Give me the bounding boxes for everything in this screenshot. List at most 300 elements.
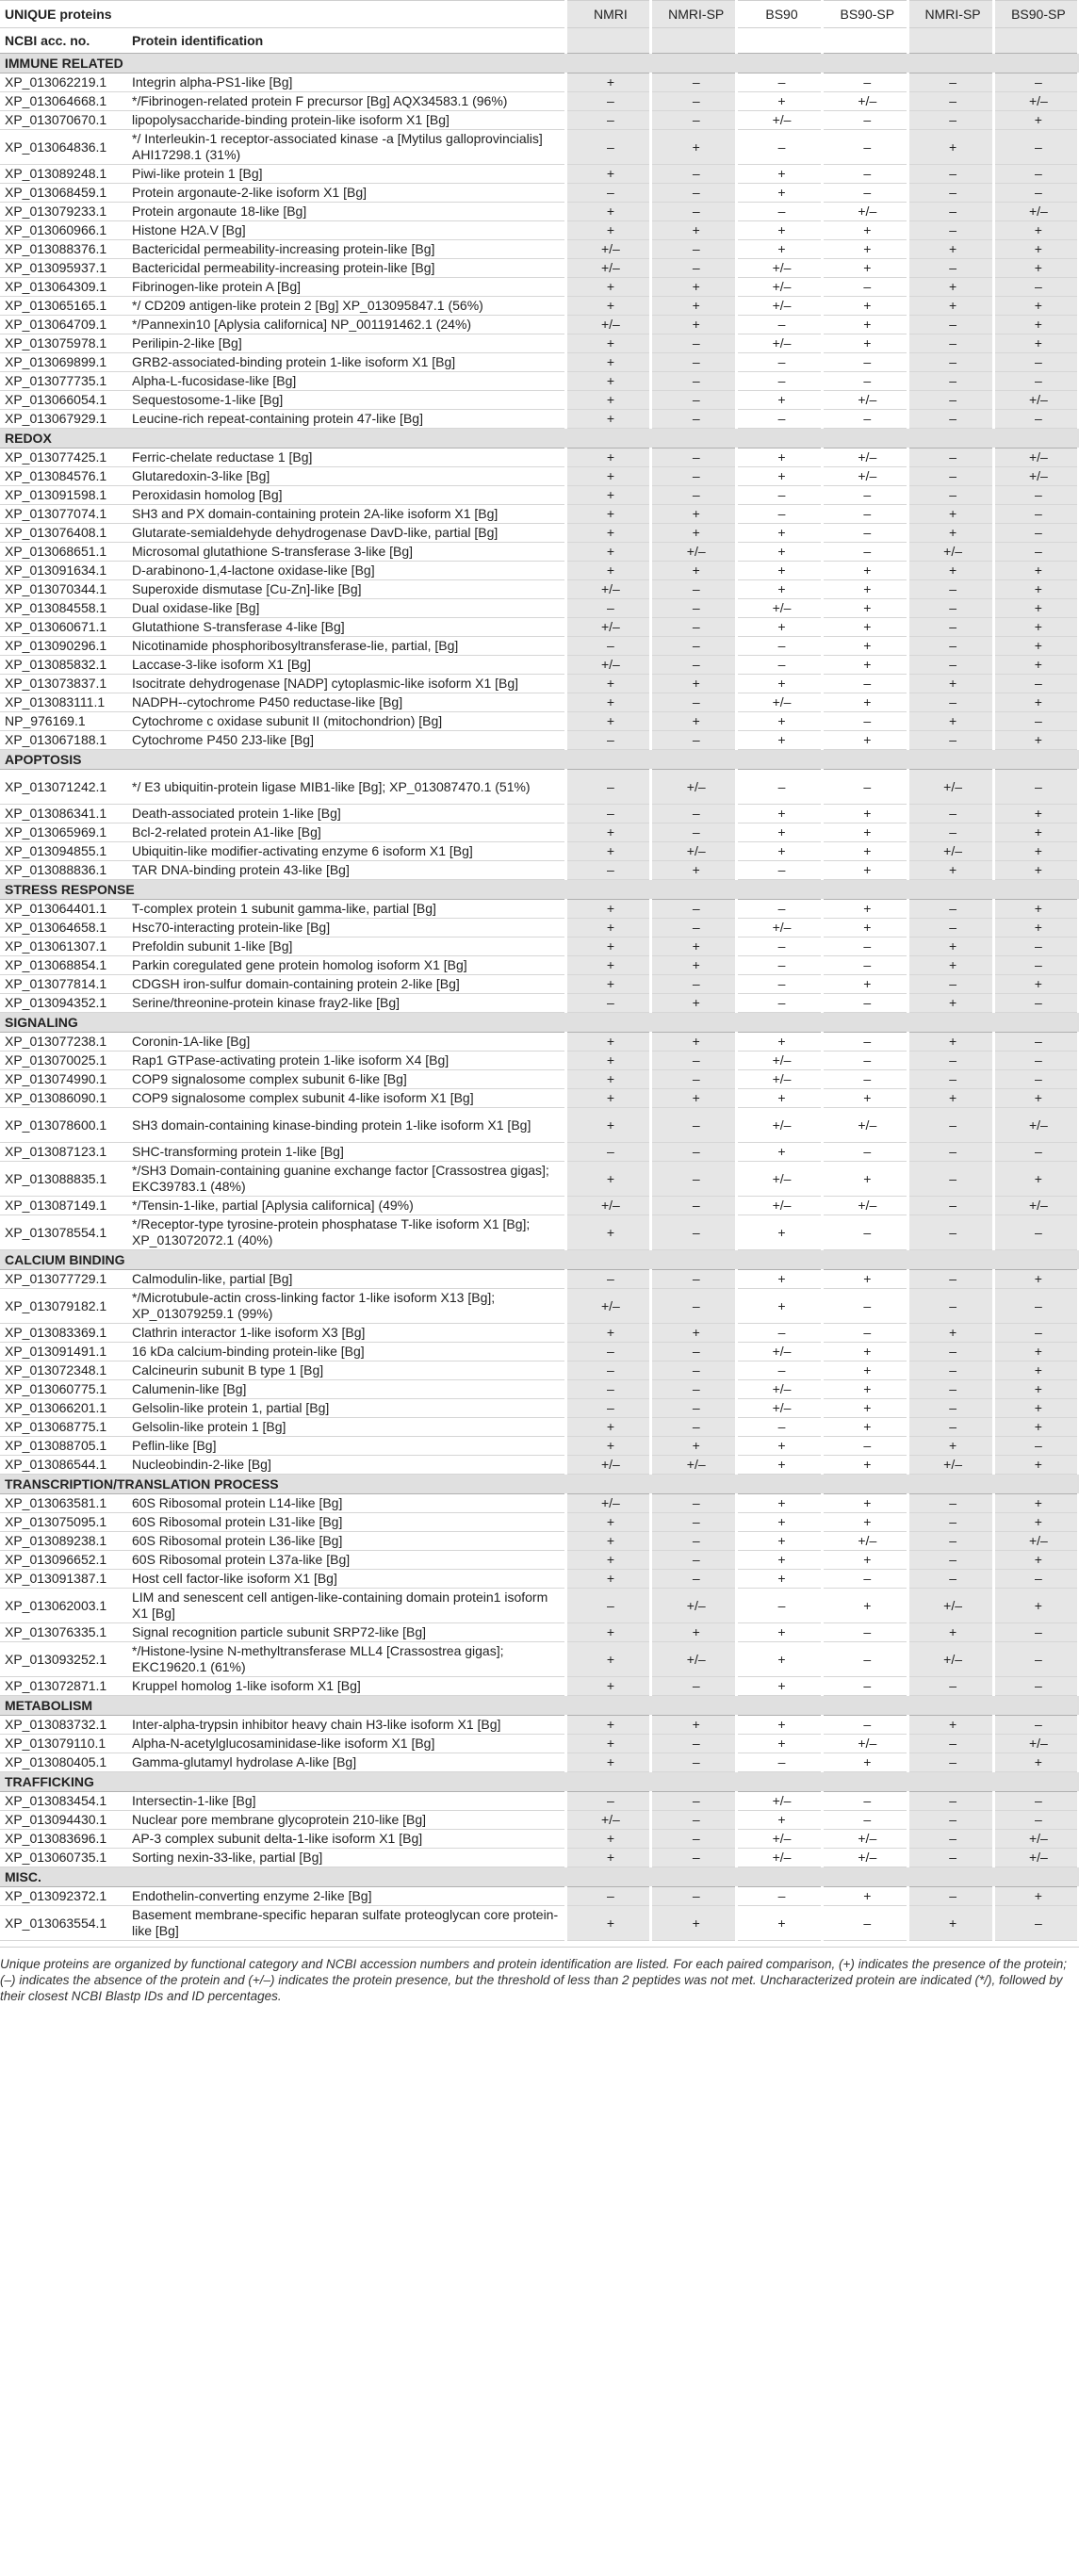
presence-cell: – (907, 805, 993, 823)
presence-cell: + (822, 842, 907, 861)
accession-cell: XP_013068775.1 (0, 1418, 127, 1437)
table-row (0, 221, 1079, 240)
table-row (0, 1716, 1079, 1735)
accession-cell: XP_013060775.1 (0, 1380, 127, 1399)
presence-cell: + (565, 543, 651, 562)
presence-cell: – (565, 637, 651, 656)
table-row (0, 1570, 1079, 1589)
presence-cell: + (565, 1437, 651, 1456)
presence-cell: – (993, 1792, 1079, 1811)
presence-cell: – (737, 410, 823, 429)
presence-cell: + (651, 130, 737, 165)
presence-cell: – (565, 1792, 651, 1811)
protein-id-cell: 60S Ribosomal protein L14-like [Bg] (127, 1494, 565, 1513)
presence-cell: – (822, 994, 907, 1013)
presence-cell: – (651, 1753, 737, 1772)
protein-id-cell: */SH3 Domain-containing guanine exchange factor [Crassostrea gigas]; EKC39783.1 (48%) (127, 1162, 565, 1197)
presence-cell: +/– (737, 297, 823, 316)
table-row (0, 278, 1079, 297)
protein-id-cell: CDGSH iron-sulfur domain-containing protein 2-like [Bg] (127, 975, 565, 994)
table-row (0, 1906, 1079, 1941)
presence-cell: + (565, 1108, 651, 1143)
presence-cell: + (993, 1589, 1079, 1623)
presence-cell: – (907, 618, 993, 637)
presence-cell: + (907, 130, 993, 165)
presence-cell: + (737, 165, 823, 184)
presence-cell: – (822, 486, 907, 505)
presence-cell: + (651, 1437, 737, 1456)
presence-cell: + (993, 259, 1079, 278)
presence-cell: – (993, 1289, 1079, 1324)
presence-cell: – (822, 130, 907, 165)
accession-cell: XP_013090296.1 (0, 637, 127, 656)
presence-cell: + (737, 1143, 823, 1162)
presence-cell: + (737, 731, 823, 750)
accession-cell: XP_013068854.1 (0, 956, 127, 975)
presence-cell: – (651, 1361, 737, 1380)
presence-cell: +/– (565, 240, 651, 259)
presence-cell: + (822, 599, 907, 618)
presence-cell: – (737, 975, 823, 994)
presence-cell: + (993, 1551, 1079, 1570)
table-row (0, 1849, 1079, 1867)
table-row (0, 297, 1079, 316)
accession-cell: XP_013063554.1 (0, 1906, 127, 1941)
protein-id-cell: Parkin coregulated gene protein homolog isoform X1 [Bg] (127, 956, 565, 975)
presence-cell: – (907, 203, 993, 221)
presence-cell: +/– (822, 1735, 907, 1753)
presence-cell: +/– (737, 693, 823, 712)
presence-cell: – (651, 1849, 737, 1867)
accession-cell: XP_013086090.1 (0, 1089, 127, 1108)
presence-cell: – (907, 919, 993, 937)
accession-cell: XP_013083732.1 (0, 1716, 127, 1735)
table-row (0, 1380, 1079, 1399)
table-row (0, 353, 1079, 372)
presence-cell: + (993, 580, 1079, 599)
presence-cell: – (907, 467, 993, 486)
presence-cell: – (651, 1108, 737, 1143)
presence-cell: – (565, 1380, 651, 1399)
presence-cell: + (993, 1418, 1079, 1437)
category-row (0, 1013, 1079, 1033)
presence-cell: + (822, 1089, 907, 1108)
presence-cell: – (907, 1887, 993, 1906)
table-row (0, 562, 1079, 580)
table-row (0, 693, 1079, 712)
presence-cell: + (822, 1343, 907, 1361)
accession-cell: XP_013065165.1 (0, 297, 127, 316)
presence-cell: +/– (993, 391, 1079, 410)
presence-cell: + (737, 1551, 823, 1570)
presence-cell: – (651, 1143, 737, 1162)
presence-cell: +/– (822, 391, 907, 410)
protein-id-cell: COP9 signalosome complex subunit 6-like [Bg] (127, 1070, 565, 1089)
presence-cell: – (822, 353, 907, 372)
presence-cell: – (907, 823, 993, 842)
presence-cell: +/– (737, 1108, 823, 1143)
presence-cell: – (907, 1513, 993, 1532)
presence-cell: – (822, 1215, 907, 1250)
presence-cell: – (651, 1735, 737, 1753)
presence-cell: – (822, 524, 907, 543)
presence-cell: + (565, 823, 651, 842)
accession-cell: XP_013089238.1 (0, 1532, 127, 1551)
category-label: SIGNALING (0, 1013, 1079, 1033)
presence-cell: – (651, 1494, 737, 1513)
presence-cell: – (565, 184, 651, 203)
table-row (0, 410, 1079, 429)
category-label: METABOLISM (0, 1696, 1079, 1716)
presence-cell: + (565, 1532, 651, 1551)
presence-cell: +/– (822, 448, 907, 467)
presence-cell: + (651, 1906, 737, 1941)
accession-cell: XP_013063581.1 (0, 1494, 127, 1513)
accession-cell: XP_013088835.1 (0, 1162, 127, 1197)
table-footnote: Unique proteins are organized by functional category and NCBI accession numbers and protein identification are listed. For each paired comparison, (+) indicates the presence of the protein; (–) indicates the absence of the protein and (+/–) indicates the protein presence, but the threshold of less than 2 peptides was not met. Uncharacterized protein are indicated (*/), followed by their closest NCBI Blastp IDs and ID percentages. (0, 1957, 1068, 2003)
accession-cell: XP_013064668.1 (0, 92, 127, 111)
table-row (0, 1887, 1079, 1906)
table-row (0, 618, 1079, 637)
presence-cell: + (565, 1753, 651, 1772)
presence-cell: + (993, 693, 1079, 712)
presence-cell: +/– (737, 334, 823, 353)
protein-id-cell: Microsomal glutathione S-transferase 3-like [Bg] (127, 543, 565, 562)
presence-cell: – (822, 1623, 907, 1642)
presence-cell: + (565, 1623, 651, 1642)
presence-cell: + (822, 1361, 907, 1380)
presence-cell: – (907, 1270, 993, 1289)
table-row (0, 919, 1079, 937)
presence-cell: + (993, 656, 1079, 675)
presence-cell: + (651, 1716, 737, 1735)
presence-cell: – (907, 448, 993, 467)
presence-cell: – (993, 1215, 1079, 1250)
protein-id-cell: D-arabinono-1,4-lactone oxidase-like [Bg] (127, 562, 565, 580)
table-row (0, 543, 1079, 562)
accession-cell: XP_013088836.1 (0, 861, 127, 880)
presence-cell: + (993, 1513, 1079, 1532)
presence-cell: – (651, 805, 737, 823)
presence-cell: +/– (565, 580, 651, 599)
presence-cell: – (737, 1887, 823, 1906)
accession-cell: XP_013083454.1 (0, 1792, 127, 1811)
accession-cell: XP_013078600.1 (0, 1108, 127, 1143)
column-header: BS90-SP (822, 1, 907, 28)
presence-cell: +/– (565, 1456, 651, 1475)
presence-cell: + (993, 1343, 1079, 1361)
presence-cell: + (822, 731, 907, 750)
presence-cell: + (993, 1361, 1079, 1380)
protein-id-cell: Intersectin-1-like [Bg] (127, 1792, 565, 1811)
presence-cell: – (822, 712, 907, 731)
presence-cell: – (993, 1324, 1079, 1343)
presence-cell: – (907, 410, 993, 429)
presence-cell: + (737, 823, 823, 842)
presence-cell: + (737, 467, 823, 486)
protein-id-cell: Protein argonaute 18-like [Bg] (127, 203, 565, 221)
presence-cell: +/– (822, 1197, 907, 1215)
presence-cell: – (565, 1361, 651, 1380)
protein-id-cell: Gamma-glutamyl hydrolase A-like [Bg] (127, 1753, 565, 1772)
accession-cell: XP_013079233.1 (0, 203, 127, 221)
presence-cell: – (822, 1052, 907, 1070)
presence-cell: +/– (907, 1456, 993, 1475)
presence-cell: – (907, 334, 993, 353)
presence-cell: + (993, 562, 1079, 580)
table-row (0, 1792, 1079, 1811)
accession-cell: XP_013092372.1 (0, 1887, 127, 1906)
category-label: MISC. (0, 1867, 1079, 1887)
table-row (0, 1343, 1079, 1361)
protein-id-cell: Alpha-N-acetylglucosaminidase-like isoform X1 [Bg] (127, 1735, 565, 1753)
presence-cell: – (651, 73, 737, 92)
presence-cell: + (651, 712, 737, 731)
presence-cell: – (822, 1677, 907, 1696)
table-row (0, 1033, 1079, 1052)
table-row (0, 1830, 1079, 1849)
presence-cell: – (993, 937, 1079, 956)
presence-cell: + (907, 1033, 993, 1052)
table-row (0, 467, 1079, 486)
presence-cell: – (565, 1143, 651, 1162)
presence-cell: – (907, 1108, 993, 1143)
table-row (0, 448, 1079, 467)
presence-cell: – (993, 1033, 1079, 1052)
table-row (0, 1753, 1079, 1772)
table-row (0, 259, 1079, 278)
protein-id-cell: 60S Ribosomal protein L36-like [Bg] (127, 1532, 565, 1551)
presence-cell: + (565, 693, 651, 712)
table-row (0, 1642, 1079, 1677)
table-row (0, 675, 1079, 693)
protein-id-cell: TAR DNA-binding protein 43-like [Bg] (127, 861, 565, 880)
presence-cell: + (993, 1399, 1079, 1418)
presence-cell: + (565, 1070, 651, 1089)
presence-cell: + (737, 1270, 823, 1289)
presence-cell: – (907, 975, 993, 994)
protein-id-cell: Clathrin interactor 1-like isoform X3 [Bg] (127, 1324, 565, 1343)
protein-id-cell: */Pannexin10 [Aplysia californica] NP_001191462.1 (24%) (127, 316, 565, 334)
presence-cell: + (993, 823, 1079, 842)
presence-cell: – (822, 410, 907, 429)
presence-cell: + (737, 184, 823, 203)
presence-cell: – (651, 1513, 737, 1532)
table-row (0, 805, 1079, 823)
category-row (0, 750, 1079, 770)
presence-cell: +/– (907, 770, 993, 805)
presence-cell: – (907, 1830, 993, 1849)
column-header: NMRI-SP (907, 1, 993, 28)
presence-cell: + (993, 297, 1079, 316)
presence-cell: – (651, 1830, 737, 1849)
presence-cell: – (651, 580, 737, 599)
presence-cell: +/– (822, 92, 907, 111)
presence-cell: + (907, 861, 993, 880)
accession-cell: XP_013064709.1 (0, 316, 127, 334)
accession-cell: XP_013068459.1 (0, 184, 127, 203)
presence-cell: + (565, 1551, 651, 1570)
protein-id-cell: */Tensin-1-like, partial [Aplysia californica] (49%) (127, 1197, 565, 1215)
presence-cell: – (907, 1197, 993, 1215)
presence-cell: – (651, 1887, 737, 1906)
presence-cell: + (565, 1089, 651, 1108)
presence-cell: – (907, 1399, 993, 1418)
presence-cell: + (993, 618, 1079, 637)
presence-cell: + (565, 505, 651, 524)
table-row (0, 203, 1079, 221)
presence-cell: + (737, 1811, 823, 1830)
presence-cell: +/– (737, 1162, 823, 1197)
presence-cell: + (907, 297, 993, 316)
category-label: STRESS RESPONSE (0, 880, 1079, 900)
category-row (0, 1696, 1079, 1716)
presence-cell: + (907, 1623, 993, 1642)
presence-cell: + (737, 448, 823, 467)
presence-cell: – (651, 1380, 737, 1399)
presence-cell: – (993, 73, 1079, 92)
accession-cell: XP_013064658.1 (0, 919, 127, 937)
presence-cell: +/– (565, 656, 651, 675)
protein-id-cell: Calcineurin subunit B type 1 [Bg] (127, 1361, 565, 1380)
presence-cell: – (651, 1052, 737, 1070)
presence-cell: – (822, 73, 907, 92)
presence-cell: – (907, 1052, 993, 1070)
presence-cell: + (822, 1753, 907, 1772)
accession-cell: XP_013083111.1 (0, 693, 127, 712)
presence-cell: +/– (993, 1108, 1079, 1143)
protein-id-cell: Rap1 GTPase-activating protein 1-like isoform X4 [Bg] (127, 1052, 565, 1070)
presence-cell: – (907, 580, 993, 599)
category-row (0, 54, 1079, 73)
presence-cell: – (993, 524, 1079, 543)
accession-cell: XP_013060735.1 (0, 1849, 127, 1867)
presence-cell: + (822, 1887, 907, 1906)
presence-cell: + (822, 1380, 907, 1399)
presence-cell: + (822, 861, 907, 880)
presence-cell: + (737, 524, 823, 543)
presence-cell: – (651, 1270, 737, 1289)
presence-cell: +/– (993, 448, 1079, 467)
presence-cell: – (822, 1642, 907, 1677)
protein-id-cell: Serine/threonine-protein kinase fray2-like [Bg] (127, 994, 565, 1013)
presence-cell: + (737, 391, 823, 410)
presence-cell: + (993, 975, 1079, 994)
protein-id-cell: Kruppel homolog 1-like isoform X1 [Bg] (127, 1677, 565, 1696)
presence-cell: + (565, 956, 651, 975)
presence-cell: – (907, 1753, 993, 1772)
presence-cell: – (737, 937, 823, 956)
presence-cell: + (737, 1494, 823, 1513)
presence-cell: + (565, 937, 651, 956)
accession-cell: XP_013064309.1 (0, 278, 127, 297)
protein-id-cell: */Fibrinogen-related protein F precursor [Bg] AQX34583.1 (96%) (127, 92, 565, 111)
table-row (0, 486, 1079, 505)
protein-id-cell: Histone H2A.V [Bg] (127, 221, 565, 240)
presence-cell: – (907, 693, 993, 712)
table-row (0, 861, 1079, 880)
presence-cell: +/– (737, 1849, 823, 1867)
protein-id-cell: Dual oxidase-like [Bg] (127, 599, 565, 618)
presence-cell: +/– (651, 1642, 737, 1677)
presence-cell: + (565, 297, 651, 316)
accession-cell: XP_013086544.1 (0, 1456, 127, 1475)
presence-cell: – (822, 956, 907, 975)
presence-cell: – (737, 656, 823, 675)
presence-cell: + (651, 278, 737, 297)
accession-cell: XP_013091598.1 (0, 486, 127, 505)
presence-cell: +/– (737, 278, 823, 297)
table-row (0, 1677, 1079, 1696)
table-row (0, 975, 1079, 994)
presence-cell: +/– (565, 1289, 651, 1324)
presence-cell: – (993, 1623, 1079, 1642)
presence-cell: +/– (822, 1830, 907, 1849)
presence-cell: +/– (651, 770, 737, 805)
presence-cell: – (993, 1716, 1079, 1735)
accession-cell: XP_013072871.1 (0, 1677, 127, 1696)
accession-cell: XP_013077238.1 (0, 1033, 127, 1052)
presence-cell: +/– (993, 467, 1079, 486)
table-header-row (0, 1, 1079, 28)
presence-cell: – (822, 1033, 907, 1052)
presence-cell: – (907, 731, 993, 750)
accession-cell: XP_013062003.1 (0, 1589, 127, 1623)
presence-cell: + (565, 1215, 651, 1250)
protein-id-cell: Gelsolin-like protein 1 [Bg] (127, 1418, 565, 1437)
table-row (0, 599, 1079, 618)
accession-cell: XP_013089248.1 (0, 165, 127, 184)
presence-cell: – (565, 1589, 651, 1623)
presence-cell: +/– (907, 1589, 993, 1623)
protein-id-cell: Perilipin-2-like [Bg] (127, 334, 565, 353)
presence-cell: + (993, 1380, 1079, 1399)
presence-cell: – (907, 656, 993, 675)
presence-cell: +/– (993, 203, 1079, 221)
presence-cell: – (907, 1792, 993, 1811)
presence-cell: + (993, 334, 1079, 353)
presence-cell: – (822, 1437, 907, 1456)
table-row (0, 1324, 1079, 1343)
presence-cell: – (651, 1551, 737, 1570)
presence-cell: – (737, 316, 823, 334)
presence-cell: + (565, 1677, 651, 1696)
presence-cell: – (651, 391, 737, 410)
presence-cell: – (822, 1811, 907, 1830)
presence-cell: + (651, 1324, 737, 1343)
presence-cell: – (993, 543, 1079, 562)
presence-cell: – (907, 1289, 993, 1324)
presence-cell: – (822, 165, 907, 184)
presence-cell: + (993, 1753, 1079, 1772)
presence-cell: – (993, 1642, 1079, 1677)
presence-cell: + (651, 505, 737, 524)
presence-cell: – (737, 956, 823, 975)
table-row (0, 1108, 1079, 1143)
table-row (0, 1437, 1079, 1456)
category-row (0, 1867, 1079, 1887)
presence-cell: +/– (737, 1399, 823, 1418)
accession-cell: XP_013094352.1 (0, 994, 127, 1013)
category-row (0, 429, 1079, 448)
presence-cell: + (565, 1418, 651, 1437)
accession-cell: XP_013077814.1 (0, 975, 127, 994)
presence-cell: – (737, 637, 823, 656)
protein-id-cell: lipopolysaccharide-binding protein-like isoform X1 [Bg] (127, 111, 565, 130)
presence-cell: +/– (907, 543, 993, 562)
presence-cell: + (822, 1513, 907, 1532)
presence-cell: + (737, 1716, 823, 1735)
